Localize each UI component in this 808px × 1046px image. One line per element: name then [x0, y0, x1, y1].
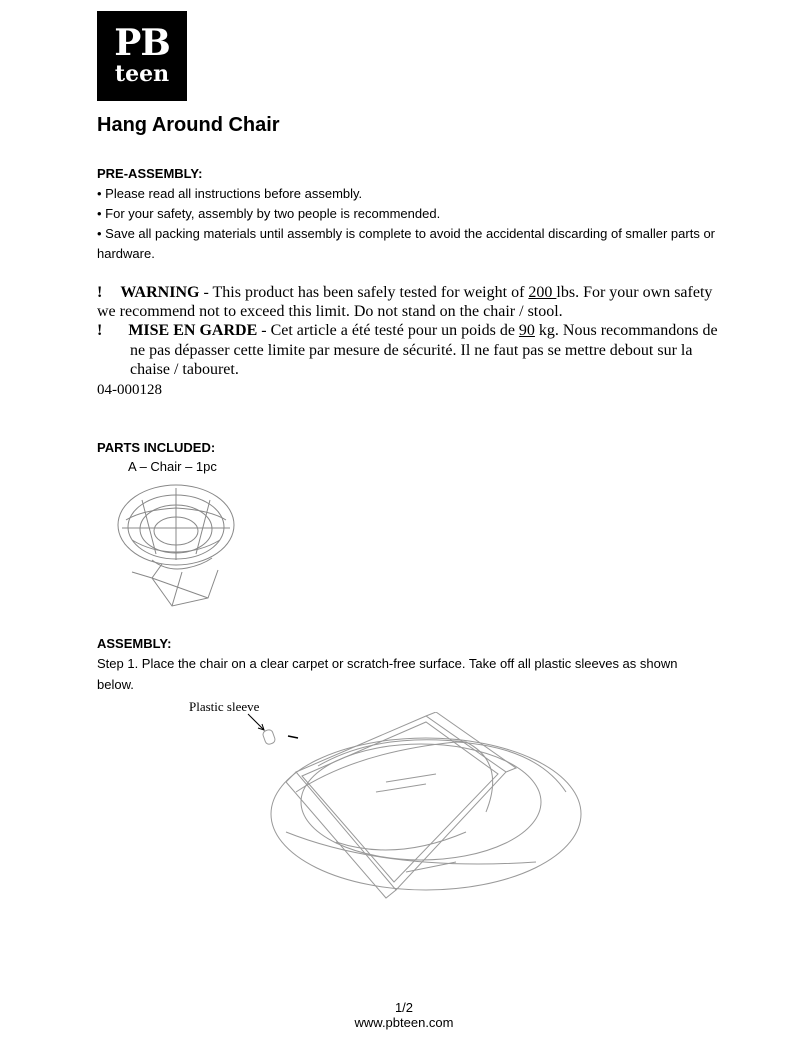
- page-number: 1/2: [394, 1000, 414, 1015]
- logo-line-1: PB: [114, 22, 170, 64]
- warning-text-after: lbs. For your own safety: [556, 284, 713, 301]
- warning-label: WARNING: [120, 284, 200, 301]
- parts-item-chair: A – Chair – 1pc: [128, 459, 217, 474]
- mise-en-garde-line-3: chaise / tabouret.: [130, 361, 239, 378]
- assembly-heading: ASSEMBLY:: [97, 636, 172, 651]
- mise-en-garde-line-1: [97, 321, 718, 341]
- product-code: 04-000128: [97, 382, 162, 398]
- pre-assembly-item-4: hardware.: [97, 246, 155, 261]
- pbteen-logo: [97, 11, 187, 101]
- warning-line-2: we recommend not to exceed this limit. Do not stand on the chair / stool.: [97, 303, 563, 320]
- mise-en-garde-text-before: - Cet article a été testé pour un poids de: [257, 322, 519, 339]
- pre-assembly-heading: PRE-ASSEMBLY:: [97, 166, 203, 181]
- warning-text-before: - This product has been safely tested for weight of: [199, 284, 529, 301]
- pre-assembly-item-3: • Save all packing materials until assembly is complete to avoid the accidental discarding of smaller parts or: [97, 226, 716, 241]
- parts-included-heading: PARTS INCLUDED:: [97, 440, 216, 455]
- step-1-line-2: below.: [97, 677, 134, 692]
- mise-en-garde-mark: !: [97, 322, 103, 339]
- website-url: www.pbteen.com: [354, 1015, 454, 1030]
- chair-illustration: [112, 480, 244, 610]
- page-title: Hang Around Chair: [97, 114, 280, 136]
- warning-weight: 200: [528, 284, 557, 301]
- step-1-line-1: Step 1. Place the chair on a clear carpet or scratch-free surface. Take off all plastic sleeves as shown: [97, 656, 678, 671]
- logo-line-2: teen: [114, 61, 170, 87]
- plastic-sleeve-callout: Plastic sleeve: [189, 699, 260, 714]
- assembly-illustration: [236, 712, 596, 902]
- mise-en-garde-weight: 90: [518, 322, 535, 339]
- warning-mark: !: [97, 284, 103, 301]
- pre-assembly-item-2: • For your safety, assembly by two people is recommended.: [97, 206, 441, 221]
- mise-en-garde-text-after: kg. Nous recommandons de: [534, 322, 718, 339]
- warning-line-1: [97, 283, 712, 303]
- mise-en-garde-label: MISE EN GARDE: [128, 322, 258, 339]
- pre-assembly-item-1: • Please read all instructions before assembly.: [97, 186, 363, 201]
- mise-en-garde-line-2: ne pas dépasser cette limite par mesure de sécurité. Il ne faut pas se mettre debout sur la: [130, 342, 693, 359]
